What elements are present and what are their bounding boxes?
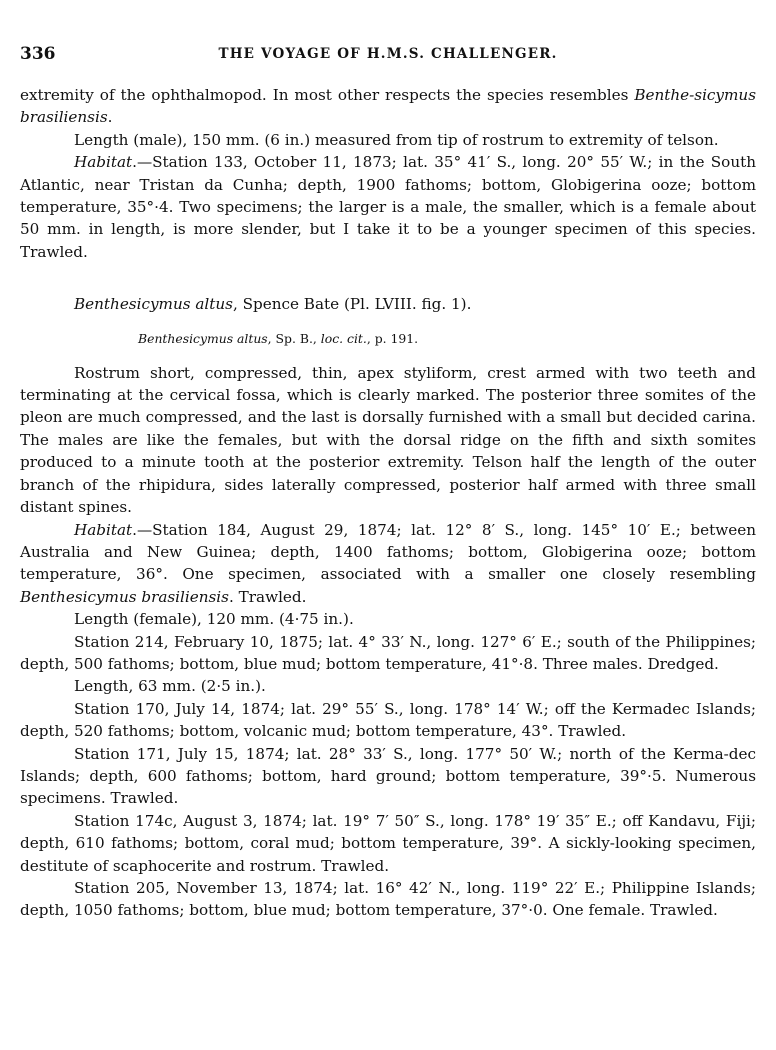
paragraph-station-205: Station 205, November 13, 1874; lat. 16° 42′ N., long. 119° 22′ E.; Philippine Islands; depth, 1050 fathoms; bottom, blue mud; bottom temperature, 37°·0. One female. Trawled.	[20, 879, 756, 920]
habitat-label: Habitat	[74, 520, 133, 539]
species-heading: Benthesicymus altus, Spence Bate (Pl. LVIII. fig. 1).	[74, 295, 472, 314]
paragraph-length-female: Length (female), 120 mm. (4·75 in.).	[74, 610, 354, 629]
species-name: Benthesicymus brasiliensis	[20, 587, 229, 606]
synonym-reference: Benthesicymus altus, Sp. B., loc. cit., p. 191.	[138, 330, 419, 346]
paragraph-station-171: Station 171, July 15, 1874; lat. 28° 33′ S., long. 177° 50′ W.; north of the Kerma-dec Islands; depth, 600 fathoms; bottom, hard ground; bottom temperature, 39°·5. Numerous specimens. Trawled.	[20, 744, 756, 808]
paragraph-length-small: Length, 63 mm. (2·5 in.).	[74, 677, 266, 696]
paragraph-habitat-1: Habitat.—Station 133, October 11, 1873; lat. 35° 41′ S., long. 20° 55′ W.; in the South Atlantic, near Tristan da Cunha; depth, 1900 fathoms; bottom, Globigerina ooze; bottom temperature, 35°·4. Two specimens; the larger is a male, the smaller, which is a female about 50 mm. in length, is more slender, but I take it to be a younger specimen of this species. Trawled.	[20, 153, 756, 261]
page-body	[20, 84, 756, 922]
paragraph-continuation: extremity of the ophthalmopod. In most other respects the species resembles Benthe-sicymus brasiliensis.	[20, 86, 756, 127]
running-title: THE VOYAGE OF H.M.S. CHALLENGER.	[218, 46, 558, 62]
page-number: 336	[20, 44, 56, 64]
paragraph-length-male: Length (male), 150 mm. (6 in.) measured from tip of rostrum to extremity of telson.	[74, 130, 719, 149]
species-heading-name: Benthesicymus altus	[74, 295, 233, 314]
paragraph-station-214: Station 214, February 10, 1875; lat. 4° 33′ N., long. 127° 6′ E.; south of the Philippines; depth, 500 fathoms; bottom, blue mud; bottom temperature, 41°·8. Three males. Dredged.	[20, 632, 756, 673]
paragraph-station-170: Station 170, July 14, 1874; lat. 29° 55′ S., long. 178° 14′ W.; off the Kermadec Islands; depth, 520 fathoms; bottom, volcanic mud; bottom temperature, 43°. Trawled.	[20, 699, 756, 741]
paragraph-station-174c: Station 174c, August 3, 1874; lat. 19° 7′ 50″ S., long. 178° 19′ 35″ E.; off Kandavu, Fiji; depth, 610 fathoms; bottom, coral mud; bottom temperature, 39°. A sickly-looking specimen, destitute of scaphocerite and rostrum. Trawled.	[20, 811, 756, 875]
species-name: Benthe-sicymus brasiliensis	[20, 86, 756, 127]
habitat-label: Habitat	[74, 153, 133, 172]
page-header	[20, 44, 756, 68]
paragraph-habitat-2: Habitat.—Station 184, August 29, 1874; lat. 12° 8′ S., long. 145° 10′ E.; between Australia and New Guinea; depth, 1400 fathoms; bottom, Globigerina ooze; bottom temperature, 36°. One specimen, associated with a smaller one closely resembling Benthesicymus brasiliensis. Trawled.	[20, 520, 756, 606]
paragraph-description: Rostrum short, compressed, thin, apex styliform, crest armed with two teeth and terminating at the cervical fossa, which is clearly marked. The posterior three somites of the pleon are much compressed, and the last is dorsally furnished with a small but decided carina. The males are like the females, but with the dorsal ridge on the fifth and sixth somites produced to a minute tooth at the posterior extremity. Telson half the length of the outer branch of the rhipidura, sides laterally compressed, posterior half armed with three small distant spines.	[20, 363, 756, 517]
